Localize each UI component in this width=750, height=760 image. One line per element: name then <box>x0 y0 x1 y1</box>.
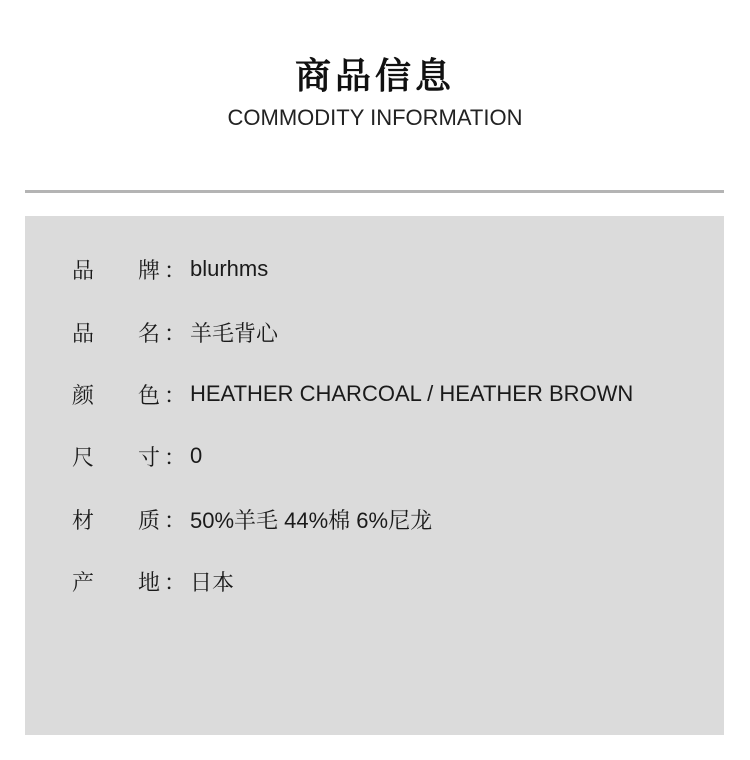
spec-label-char: 名 <box>138 321 161 347</box>
spec-panel <box>25 216 724 735</box>
spec-colon: ： <box>164 508 187 534</box>
spec-value-brand: blurhms <box>190 256 269 281</box>
spec-value-size: 0 <box>190 443 203 468</box>
spec-label-char: 地 <box>138 570 161 596</box>
spec-label-char: 颜 <box>72 383 95 409</box>
spec-value-color: HEATHER CHARCOAL / HEATHER BROWN <box>190 381 634 406</box>
spec-colon: ： <box>164 445 187 471</box>
spec-label-char: 质 <box>138 508 161 534</box>
spec-value-name: 羊毛背心 <box>190 320 279 346</box>
spec-label-char: 寸 <box>138 445 161 471</box>
header-divider <box>25 190 724 193</box>
spec-value-origin: 日本 <box>190 569 235 595</box>
section-title: 商品信息 <box>294 56 455 97</box>
spec-label-char: 色 <box>138 383 161 409</box>
spec-label-char: 尺 <box>72 445 95 471</box>
spec-label-char: 品 <box>72 258 95 284</box>
spec-value-material: 50%羊毛 44%棉 6%尼龙 <box>190 507 433 533</box>
spec-row-size <box>72 441 202 471</box>
spec-label-char: 牌 <box>138 258 161 284</box>
spec-row-origin <box>72 566 234 596</box>
section-header <box>0 54 750 132</box>
spec-colon: ： <box>164 383 187 409</box>
spec-row-color <box>72 379 633 409</box>
spec-colon: ： <box>164 258 187 284</box>
spec-row-name <box>72 317 278 347</box>
spec-label-char: 材 <box>72 508 95 534</box>
spec-label-char: 品 <box>72 321 95 347</box>
spec-colon: ： <box>164 321 187 347</box>
spec-colon: ： <box>164 570 187 596</box>
spec-label-char: 产 <box>72 570 95 596</box>
section-subtitle: COMMODITY INFORMATION <box>227 105 523 130</box>
spec-row-brand <box>72 254 268 284</box>
spec-row-material <box>72 504 432 534</box>
